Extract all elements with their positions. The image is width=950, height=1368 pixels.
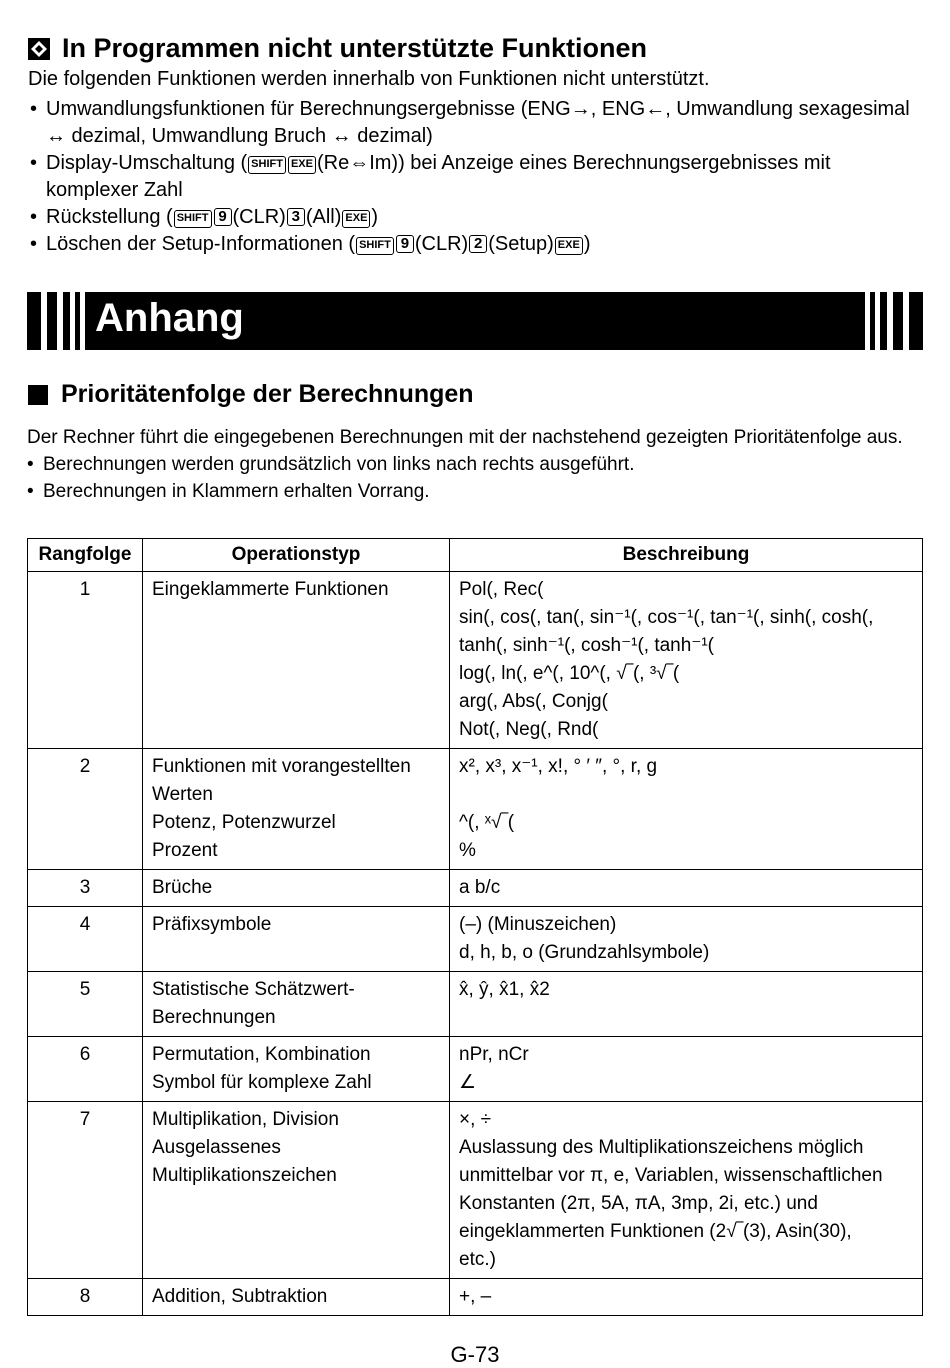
diamond-marker-icon <box>28 38 50 60</box>
operation-cell <box>143 1279 450 1316</box>
operation-cell <box>143 870 450 907</box>
list-item: • Löschen der Setup-Informationen ( SHIFT 9 (CLR) 2 (Setup) EXE ) <box>30 231 925 258</box>
table-row <box>28 749 923 870</box>
cell-line <box>459 781 913 809</box>
cell-line: Berechnungen <box>152 1007 276 1028</box>
cell-line: ∠ <box>459 1072 477 1093</box>
operation-cell <box>143 972 450 1037</box>
list-item: • Display-Umschaltung ( SHIFT EXE (Re⇔Im)) bei Anzeige eines Berechnungsergebnisses mit komplexer Zahl <box>30 150 925 204</box>
cell-line: log(, ln(, e^(, 10^(, √‾(, ³√‾( <box>459 663 680 684</box>
priority-rules-list <box>27 451 927 505</box>
exe-key-icon: EXE <box>342 210 370 228</box>
cell-line: Symbol für komplexe Zahl <box>152 1072 372 1093</box>
description-cell <box>450 907 923 972</box>
cell-line: tanh(, sinh⁻¹(, cosh⁻¹(, tanh⁻¹( <box>459 635 714 656</box>
column-header: Beschreibung <box>450 539 923 572</box>
cell-line: Auslassung des Multiplikationszeichens möglich <box>459 1137 864 1158</box>
description-cell <box>450 749 923 870</box>
banner-stripe <box>63 292 70 350</box>
description-cell <box>450 572 923 749</box>
column-header: Rangfolge <box>28 539 143 572</box>
table-row <box>28 1037 923 1102</box>
cell-line: % <box>459 840 476 861</box>
banner-stripe <box>870 292 875 350</box>
rank-cell: 2 <box>28 749 143 870</box>
section-heading-unsupported <box>28 33 647 64</box>
shift-key-icon: SHIFT <box>174 210 212 228</box>
table-row <box>28 1102 923 1279</box>
rank-cell: 6 <box>28 1037 143 1102</box>
banner-stripe <box>27 292 41 350</box>
nine-key-icon: 9 <box>396 235 414 253</box>
page-number: G-73 <box>450 1342 500 1367</box>
table-row <box>28 870 923 907</box>
exe-key-icon: EXE <box>288 156 316 174</box>
operation-cell <box>143 1102 450 1279</box>
cell-line: unmittelbar vor π, e, Variablen, wissenschaftlichen <box>459 1165 883 1186</box>
operation-cell <box>143 749 450 870</box>
chapter-banner <box>27 292 923 350</box>
cell-line: etc.) <box>459 1249 496 1270</box>
cell-line: Ausgelassenes <box>152 1137 281 1158</box>
rank-cell: 5 <box>28 972 143 1037</box>
table-row <box>28 572 923 749</box>
cell-line: Statistische Schätzwert- <box>152 979 355 1000</box>
cell-line: Addition, Subtraktion <box>152 1286 328 1307</box>
banner-stripe <box>75 292 80 350</box>
banner-stripe <box>47 292 57 350</box>
cell-line: x², x³, x⁻¹, x!, ° ′ ″, °, r, g <box>459 756 658 777</box>
table-row <box>28 1279 923 1316</box>
shift-key-icon: SHIFT <box>248 156 286 174</box>
column-header: Operationstyp <box>143 539 450 572</box>
cell-line: Not(, Neg(, Rnd( <box>459 719 599 740</box>
cell-line: ×, ÷ <box>459 1109 492 1130</box>
description-cell <box>450 870 923 907</box>
cell-line: Permutation, Kombination <box>152 1044 371 1065</box>
priority-table <box>27 538 923 1316</box>
intro-text: Die folgenden Funktionen werden innerhalb von Funktionen nicht unterstützt. <box>28 68 710 90</box>
cell-line: ^(, ˣ√‾( <box>459 812 515 833</box>
table-header-row <box>28 539 923 572</box>
rank-cell: 4 <box>28 907 143 972</box>
cell-line: eingeklammerten Funktionen (2√‾(3), Asin(30), <box>459 1221 852 1242</box>
description-cell <box>450 1037 923 1102</box>
cell-line: Multiplikation, Division <box>152 1109 339 1130</box>
unsupported-list <box>30 96 925 258</box>
three-key-icon: 3 <box>287 208 305 226</box>
rank-cell: 3 <box>28 870 143 907</box>
two-key-icon: 2 <box>469 235 487 253</box>
shift-key-icon: SHIFT <box>356 237 394 255</box>
section-title: Prioritätenfolge der Berechnungen <box>61 380 474 408</box>
cell-line: d, h, b, o (Grundzahlsymbole) <box>459 942 710 963</box>
priority-description: Der Rechner führt die eingegebenen Berechnungen mit der nachstehend gezeigten Prioritätenfolge aus. • Berechnungen werden grundsätzlich von links nach rechts ausgeführt. • Berechnungen in Klammern erhalten Vorrang. <box>27 424 927 505</box>
section-title: In Programmen nicht unterstützte Funktionen <box>62 33 648 63</box>
table-row <box>28 907 923 972</box>
operation-cell <box>143 572 450 749</box>
cell-line: a b/c <box>459 877 501 898</box>
rank-cell: 1 <box>28 572 143 749</box>
operation-cell <box>143 907 450 972</box>
cell-line: Konstanten (2π, 5A, πA, 3mp, 2i, etc.) und <box>459 1193 818 1214</box>
list-item: • Rückstellung ( SHIFT 9 (CLR) 3 (All) EXE ) <box>30 204 925 231</box>
banner-stripe <box>909 292 923 350</box>
cell-line: Potenz, Potenzwurzel <box>152 812 336 833</box>
cell-line: sin(, cos(, tan(, sin⁻¹(, cos⁻¹(, tan⁻¹(, sinh(, cosh(, <box>459 607 874 628</box>
cell-line: Eingeklammerte Funktionen <box>152 579 389 600</box>
cell-line: Funktionen mit vorangestellten Werten <box>152 756 411 805</box>
banner-stripe <box>880 292 887 350</box>
list-item: • Berechnungen werden grundsätzlich von links nach rechts ausgeführt. <box>27 451 927 478</box>
table-row <box>28 972 923 1037</box>
rank-cell: 8 <box>28 1279 143 1316</box>
exe-key-icon: EXE <box>555 237 583 255</box>
list-item: • Umwandlungsfunktionen für Berechnungsergebnisse (ENG→, ENG←, Umwandlung sexagesimal ↔ dezimal, Umwandlung Bruch ↔ dezimal) <box>30 96 925 150</box>
cell-line: x̂, ŷ, x̂1, x̂2 <box>459 979 550 1000</box>
cell-line: Präfixsymbole <box>152 914 272 935</box>
cell-line: nPr, nCr <box>459 1044 529 1065</box>
description-cell <box>450 1102 923 1279</box>
cell-line: Multiplikationszeichen <box>152 1165 337 1186</box>
operation-cell <box>143 1037 450 1102</box>
banner-stripe <box>893 292 903 350</box>
square-marker-icon <box>28 385 48 405</box>
cell-line: Brüche <box>152 877 213 898</box>
cell-line: Pol(, Rec( <box>459 579 544 600</box>
cell-line: Prozent <box>152 840 218 861</box>
cell-line: arg(, Abs(, Conjg( <box>459 691 608 712</box>
list-item: • Berechnungen in Klammern erhalten Vorrang. <box>27 478 927 505</box>
rank-cell: 7 <box>28 1102 143 1279</box>
cell-line: +, – <box>459 1286 492 1307</box>
cell-line: (–) (Minuszeichen) <box>459 914 617 935</box>
banner-title: Anhang <box>95 296 244 340</box>
description-cell <box>450 1279 923 1316</box>
nine-key-icon: 9 <box>214 208 232 226</box>
description-cell <box>450 972 923 1037</box>
section-heading-priority <box>28 380 474 409</box>
